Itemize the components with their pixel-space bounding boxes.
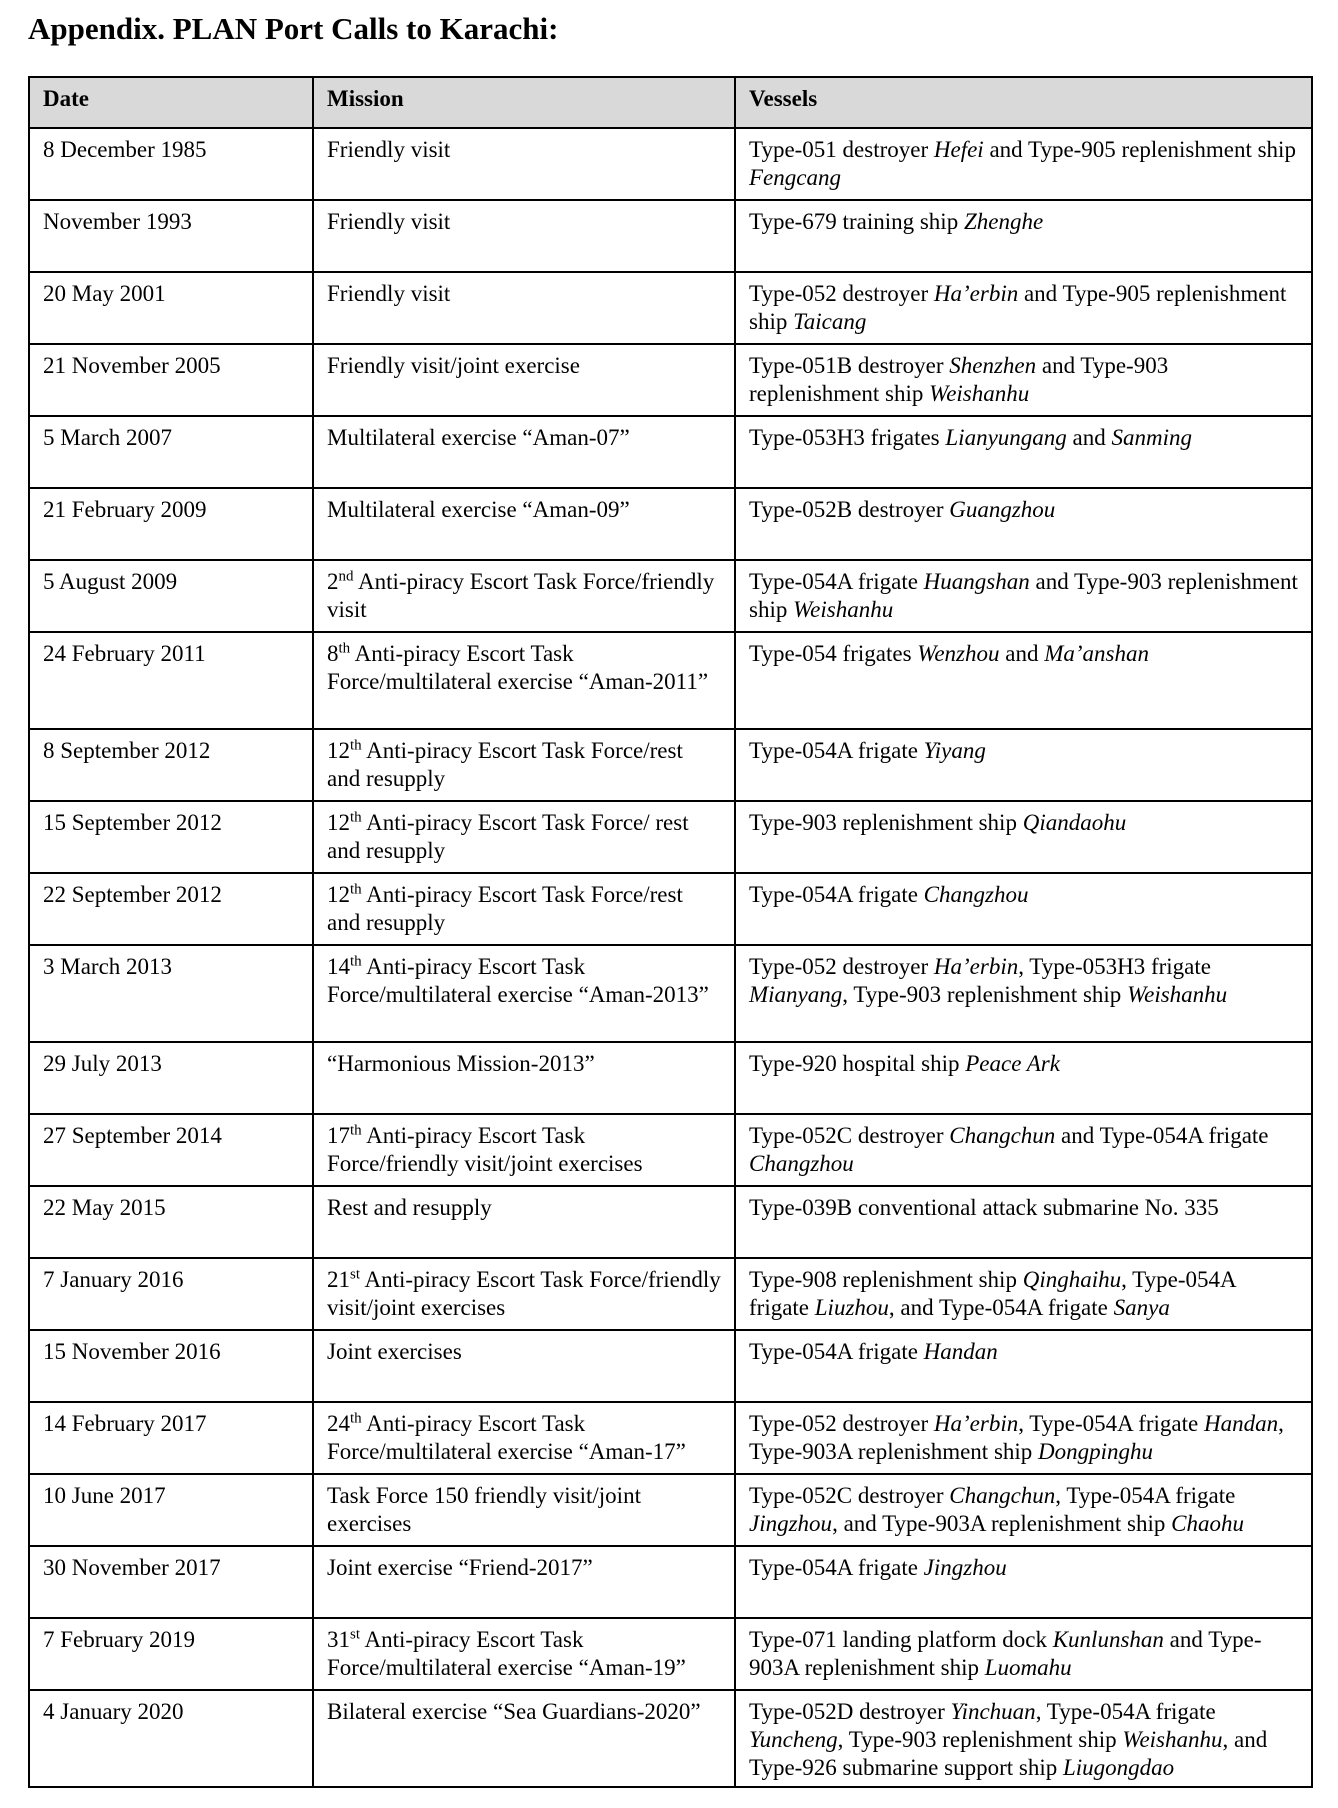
ordinal-suffix: th	[350, 1122, 362, 1139]
cell-mission	[313, 128, 735, 200]
cell-vessels	[735, 1186, 1312, 1258]
vessel-name: Changzhou	[923, 882, 1029, 907]
table-row	[29, 1690, 1312, 1787]
mission-text: Bilateral exercise “Sea Guardians-2020”	[327, 1699, 701, 1724]
table-row	[29, 1330, 1312, 1402]
vessel-name: Peace Ark	[965, 1051, 1060, 1076]
cell-date: 21 November 2005	[29, 344, 313, 416]
cell-date: 10 June 2017	[29, 1474, 313, 1546]
vessels-text: Type-054 frigates	[749, 641, 918, 666]
cell-mission	[313, 945, 735, 1042]
cell-mission	[313, 1618, 735, 1690]
vessels-text: Type-052C destroyer	[749, 1123, 950, 1148]
mission-text: Joint exercise “Friend-2017”	[327, 1555, 593, 1580]
cell-date: 27 September 2014	[29, 1114, 313, 1186]
mission-text: Anti-piracy Escort Task Force/multilateral exercise “Aman-17”	[327, 1411, 686, 1464]
vessel-name: Luomahu	[984, 1655, 1072, 1680]
table-row	[29, 272, 1312, 344]
mission-text: Anti-piracy Escort Task Force/friendly visit/joint exercises	[327, 1267, 721, 1320]
cell-mission	[313, 488, 735, 560]
table-row	[29, 560, 1312, 632]
cell-mission	[313, 1690, 735, 1787]
ordinal-suffix: th	[350, 809, 362, 826]
vessel-name: Changchun	[949, 1123, 1056, 1148]
vessel-name: Yuncheng	[749, 1727, 838, 1752]
cell-mission	[313, 344, 735, 416]
mission-text: “Harmonious Mission-2013”	[327, 1051, 595, 1076]
vessel-name: Changchun	[949, 1483, 1056, 1508]
cell-mission	[313, 1402, 735, 1474]
vessels-text: Type-054A frigate	[749, 1339, 924, 1364]
table-row	[29, 344, 1312, 416]
ordinal-suffix: th	[350, 881, 362, 898]
mission-text: Friendly visit	[327, 281, 451, 306]
vessels-text: Type-052 destroyer	[749, 1411, 934, 1436]
vessel-name: Sanming	[1111, 425, 1192, 450]
vessels-text: Type-903 replenishment ship	[749, 810, 1023, 835]
vessel-name: Yinchuan	[950, 1699, 1036, 1724]
cell-mission	[313, 1042, 735, 1114]
vessels-text: Type-051 destroyer	[749, 137, 934, 162]
vessels-text: , and Type-054A frigate	[888, 1295, 1114, 1320]
vessels-text: and Type-054A frigate	[1055, 1123, 1269, 1148]
vessel-name: Shenzhen	[949, 353, 1037, 378]
vessel-name: Wenzhou	[917, 641, 1000, 666]
vessels-text: , Type-054A frigate	[1055, 1483, 1236, 1508]
vessels-text: Type-052C destroyer	[749, 1483, 950, 1508]
vessels-text: , Type-903 replenishment ship	[837, 1727, 1123, 1752]
vessels-text: , Type-903A replenishment ship	[749, 1411, 1284, 1464]
mission-text: Anti-piracy Escort Task Force/multilateral exercise “Aman-2013”	[327, 954, 709, 1007]
cell-date: 8 September 2012	[29, 729, 313, 801]
cell-vessels	[735, 945, 1312, 1042]
ordinal-suffix: nd	[338, 568, 354, 585]
mission-text: Anti-piracy Escort Task Force/ rest and resupply	[327, 810, 689, 863]
vessel-name: Yiyang	[923, 738, 986, 763]
cell-date: 20 May 2001	[29, 272, 313, 344]
cell-mission	[313, 632, 735, 729]
table-row	[29, 1258, 1312, 1330]
vessel-name: Ma’anshan	[1044, 641, 1149, 666]
vessels-text: Type-052 destroyer	[749, 954, 934, 979]
cell-date: 24 February 2011	[29, 632, 313, 729]
cell-mission	[313, 873, 735, 945]
mission-text: 12	[327, 810, 350, 835]
cell-vessels	[735, 1402, 1312, 1474]
cell-date: 5 August 2009	[29, 560, 313, 632]
mission-text: Anti-piracy Escort Task Force/friendly visit/joint exercises	[327, 1123, 643, 1176]
vessel-name: Weishanhu	[793, 597, 894, 622]
table-row	[29, 873, 1312, 945]
cell-mission	[313, 1258, 735, 1330]
column-header-vessels: Vessels	[735, 77, 1312, 128]
vessels-text: and Type-905 replenishment ship	[983, 137, 1296, 162]
vessel-name: Jingzhou	[923, 1555, 1007, 1580]
mission-text: 12	[327, 738, 350, 763]
cell-mission	[313, 272, 735, 344]
cell-date: 5 March 2007	[29, 416, 313, 488]
cell-date: November 1993	[29, 200, 313, 272]
ordinal-suffix: th	[350, 953, 362, 970]
vessel-name: Lianyungang	[945, 425, 1067, 450]
mission-text: Anti-piracy Escort Task Force/multilateral exercise “Aman-19”	[327, 1627, 686, 1680]
vessels-text: Type-679 training ship	[749, 209, 964, 234]
column-header-mission: Mission	[313, 77, 735, 128]
cell-date: 7 February 2019	[29, 1618, 313, 1690]
cell-vessels	[735, 488, 1312, 560]
cell-mission	[313, 801, 735, 873]
vessel-name: Mianyang	[749, 982, 843, 1007]
vessel-name: Ha’erbin	[933, 1411, 1019, 1436]
vessel-name: Qiandaohu	[1022, 810, 1127, 835]
table-row	[29, 729, 1312, 801]
mission-text: 24	[327, 1411, 350, 1436]
vessels-text: and Type-903 replenishment ship	[749, 353, 1169, 406]
vessel-name: Qinghaihu	[1022, 1267, 1122, 1292]
mission-text: Task Force 150 friendly visit/joint exercises	[327, 1483, 641, 1536]
ordinal-suffix: th	[338, 640, 351, 657]
mission-text: Friendly visit/joint exercise	[327, 353, 580, 378]
cell-date: 22 May 2015	[29, 1186, 313, 1258]
cell-vessels	[735, 1114, 1312, 1186]
cell-mission	[313, 1474, 735, 1546]
mission-text: Anti-piracy Escort Task Force/multilateral exercise “Aman-2011”	[327, 641, 709, 694]
vessel-name: Weishanhu	[1122, 1727, 1223, 1752]
ordinal-suffix: st	[350, 1266, 361, 1283]
cell-date: 4 January 2020	[29, 1690, 313, 1787]
table-row	[29, 1546, 1312, 1618]
table-row	[29, 1618, 1312, 1690]
mission-text: Anti-piracy Escort Task Force/rest and resupply	[327, 882, 683, 935]
vessels-text: Type-051B destroyer	[749, 353, 950, 378]
vessel-name: Changzhou	[749, 1151, 854, 1176]
mission-text: 17	[327, 1123, 350, 1148]
mission-text: Rest and resupply	[327, 1195, 492, 1220]
vessels-text: and Type-903 replenishment ship	[749, 569, 1298, 622]
vessels-text: Type-039B conventional attack submarine No. 335	[749, 1195, 1219, 1220]
table-body	[29, 128, 1312, 1787]
vessels-text: Type-054A frigate	[749, 882, 924, 907]
cell-date: 21 February 2009	[29, 488, 313, 560]
vessel-name: Liugongdao	[1062, 1755, 1175, 1780]
vessel-name: Kunlunshan	[1052, 1627, 1164, 1652]
vessel-name: Hefei	[933, 137, 984, 162]
cell-date: 15 November 2016	[29, 1330, 313, 1402]
vessel-name: Weishanhu	[1127, 982, 1228, 1007]
ordinal-suffix: th	[350, 1410, 362, 1427]
table-row	[29, 1402, 1312, 1474]
table-row	[29, 200, 1312, 272]
cell-date: 29 July 2013	[29, 1042, 313, 1114]
vessel-name: Ha’erbin	[933, 954, 1019, 979]
table-row	[29, 1042, 1312, 1114]
mission-text: Friendly visit	[327, 137, 451, 162]
cell-mission	[313, 1330, 735, 1402]
table-row	[29, 801, 1312, 873]
mission-text: Friendly visit	[327, 209, 451, 234]
cell-mission	[313, 1546, 735, 1618]
vessel-name: Liuzhou	[814, 1295, 889, 1320]
port-calls-table	[28, 76, 1313, 1788]
table-row	[29, 1114, 1312, 1186]
column-header-date: Date	[29, 77, 313, 128]
cell-vessels	[735, 1474, 1312, 1546]
mission-text: 14	[327, 954, 350, 979]
vessel-name: Huangshan	[923, 569, 1030, 594]
vessels-text: Type-052B destroyer	[749, 497, 950, 522]
vessels-text: Type-054A frigate	[749, 569, 924, 594]
vessel-name: Dongpinghu	[1038, 1439, 1154, 1464]
cell-vessels	[735, 1690, 1312, 1787]
table-row	[29, 1186, 1312, 1258]
cell-date: 14 February 2017	[29, 1402, 313, 1474]
vessels-text: Type-052 destroyer	[749, 281, 934, 306]
cell-vessels	[735, 801, 1312, 873]
header-row	[29, 77, 1312, 128]
cell-mission	[313, 1114, 735, 1186]
vessels-text: and Type-905 replenishment ship	[749, 281, 1287, 334]
mission-text: 21	[327, 1267, 350, 1292]
vessels-text: Type-053H3 frigates	[749, 425, 946, 450]
cell-vessels	[735, 128, 1312, 200]
vessels-text: , Type-053H3 frigate	[1018, 954, 1211, 979]
mission-text: Joint exercises	[327, 1339, 462, 1364]
vessel-name: Guangzhou	[949, 497, 1056, 522]
vessels-text: Type-052D destroyer	[749, 1699, 951, 1724]
cell-vessels	[735, 1618, 1312, 1690]
vessels-text: and	[1066, 425, 1112, 450]
cell-vessels	[735, 200, 1312, 272]
table-row	[29, 945, 1312, 1042]
mission-text: Multilateral exercise “Aman-07”	[327, 425, 630, 450]
vessels-text: Type-908 replenishment ship	[749, 1267, 1023, 1292]
vessels-text: , Type-903 replenishment ship	[842, 982, 1128, 1007]
cell-vessels	[735, 1258, 1312, 1330]
cell-vessels	[735, 1546, 1312, 1618]
vessels-text: and	[999, 641, 1045, 666]
vessel-name: Ha’erbin	[933, 281, 1019, 306]
vessels-text: Type-054A frigate	[749, 738, 924, 763]
vessels-text: , and Type-926 submarine support ship	[749, 1727, 1268, 1780]
vessels-text: Type-071 landing platform dock	[749, 1627, 1053, 1652]
vessel-name: Zhenghe	[963, 209, 1044, 234]
vessels-text: , Type-054A frigate	[1018, 1411, 1204, 1436]
page-title: Appendix. PLAN Port Calls to Karachi:	[28, 11, 559, 46]
cell-mission	[313, 200, 735, 272]
vessel-name: Handan	[923, 1339, 998, 1364]
mission-text: 8	[327, 641, 339, 666]
vessel-name: Taicang	[793, 309, 867, 334]
mission-text: Anti-piracy Escort Task Force/rest and resupply	[327, 738, 683, 791]
cell-date: 8 December 1985	[29, 128, 313, 200]
ordinal-suffix: th	[350, 737, 362, 754]
vessels-text: Type-054A frigate	[749, 1555, 924, 1580]
cell-vessels	[735, 416, 1312, 488]
table-row	[29, 128, 1312, 200]
table-row	[29, 416, 1312, 488]
ordinal-suffix: st	[350, 1626, 361, 1643]
mission-text: Multilateral exercise “Aman-09”	[327, 497, 630, 522]
cell-vessels	[735, 344, 1312, 416]
vessels-text: Type-920 hospital ship	[749, 1051, 966, 1076]
vessel-name: Weishanhu	[929, 381, 1030, 406]
vessel-name: Chaohu	[1171, 1511, 1244, 1536]
mission-text: 2	[327, 569, 339, 594]
cell-vessels	[735, 1330, 1312, 1402]
cell-date: 22 September 2012	[29, 873, 313, 945]
vessels-text: , Type-054A frigate	[1035, 1699, 1216, 1724]
table-header	[29, 77, 1312, 128]
mission-text: Anti-piracy Escort Task Force/friendly visit	[327, 569, 715, 622]
cell-vessels	[735, 873, 1312, 945]
cell-mission	[313, 560, 735, 632]
vessel-name: Fengcang	[749, 165, 841, 190]
mission-text: 12	[327, 882, 350, 907]
cell-date: 30 November 2017	[29, 1546, 313, 1618]
vessels-text: and Type-903A replenishment ship	[749, 1627, 1262, 1680]
cell-vessels	[735, 632, 1312, 729]
cell-date: 7 January 2016	[29, 1258, 313, 1330]
table-row	[29, 1474, 1312, 1546]
mission-text: 31	[327, 1627, 350, 1652]
cell-mission	[313, 729, 735, 801]
cell-vessels	[735, 729, 1312, 801]
table-row	[29, 488, 1312, 560]
vessel-name: Jingzhou	[749, 1511, 833, 1536]
cell-vessels	[735, 1042, 1312, 1114]
cell-date: 3 March 2013	[29, 945, 313, 1042]
vessel-name: Sanya	[1113, 1295, 1170, 1320]
cell-date: 15 September 2012	[29, 801, 313, 873]
cell-mission	[313, 416, 735, 488]
cell-vessels	[735, 560, 1312, 632]
vessel-name: Handan	[1203, 1411, 1279, 1436]
cell-vessels	[735, 272, 1312, 344]
vessels-text: , and Type-903A replenishment ship	[832, 1511, 1172, 1536]
cell-mission	[313, 1186, 735, 1258]
table-row	[29, 632, 1312, 729]
vessels-text: , Type-054A frigate	[749, 1267, 1236, 1320]
